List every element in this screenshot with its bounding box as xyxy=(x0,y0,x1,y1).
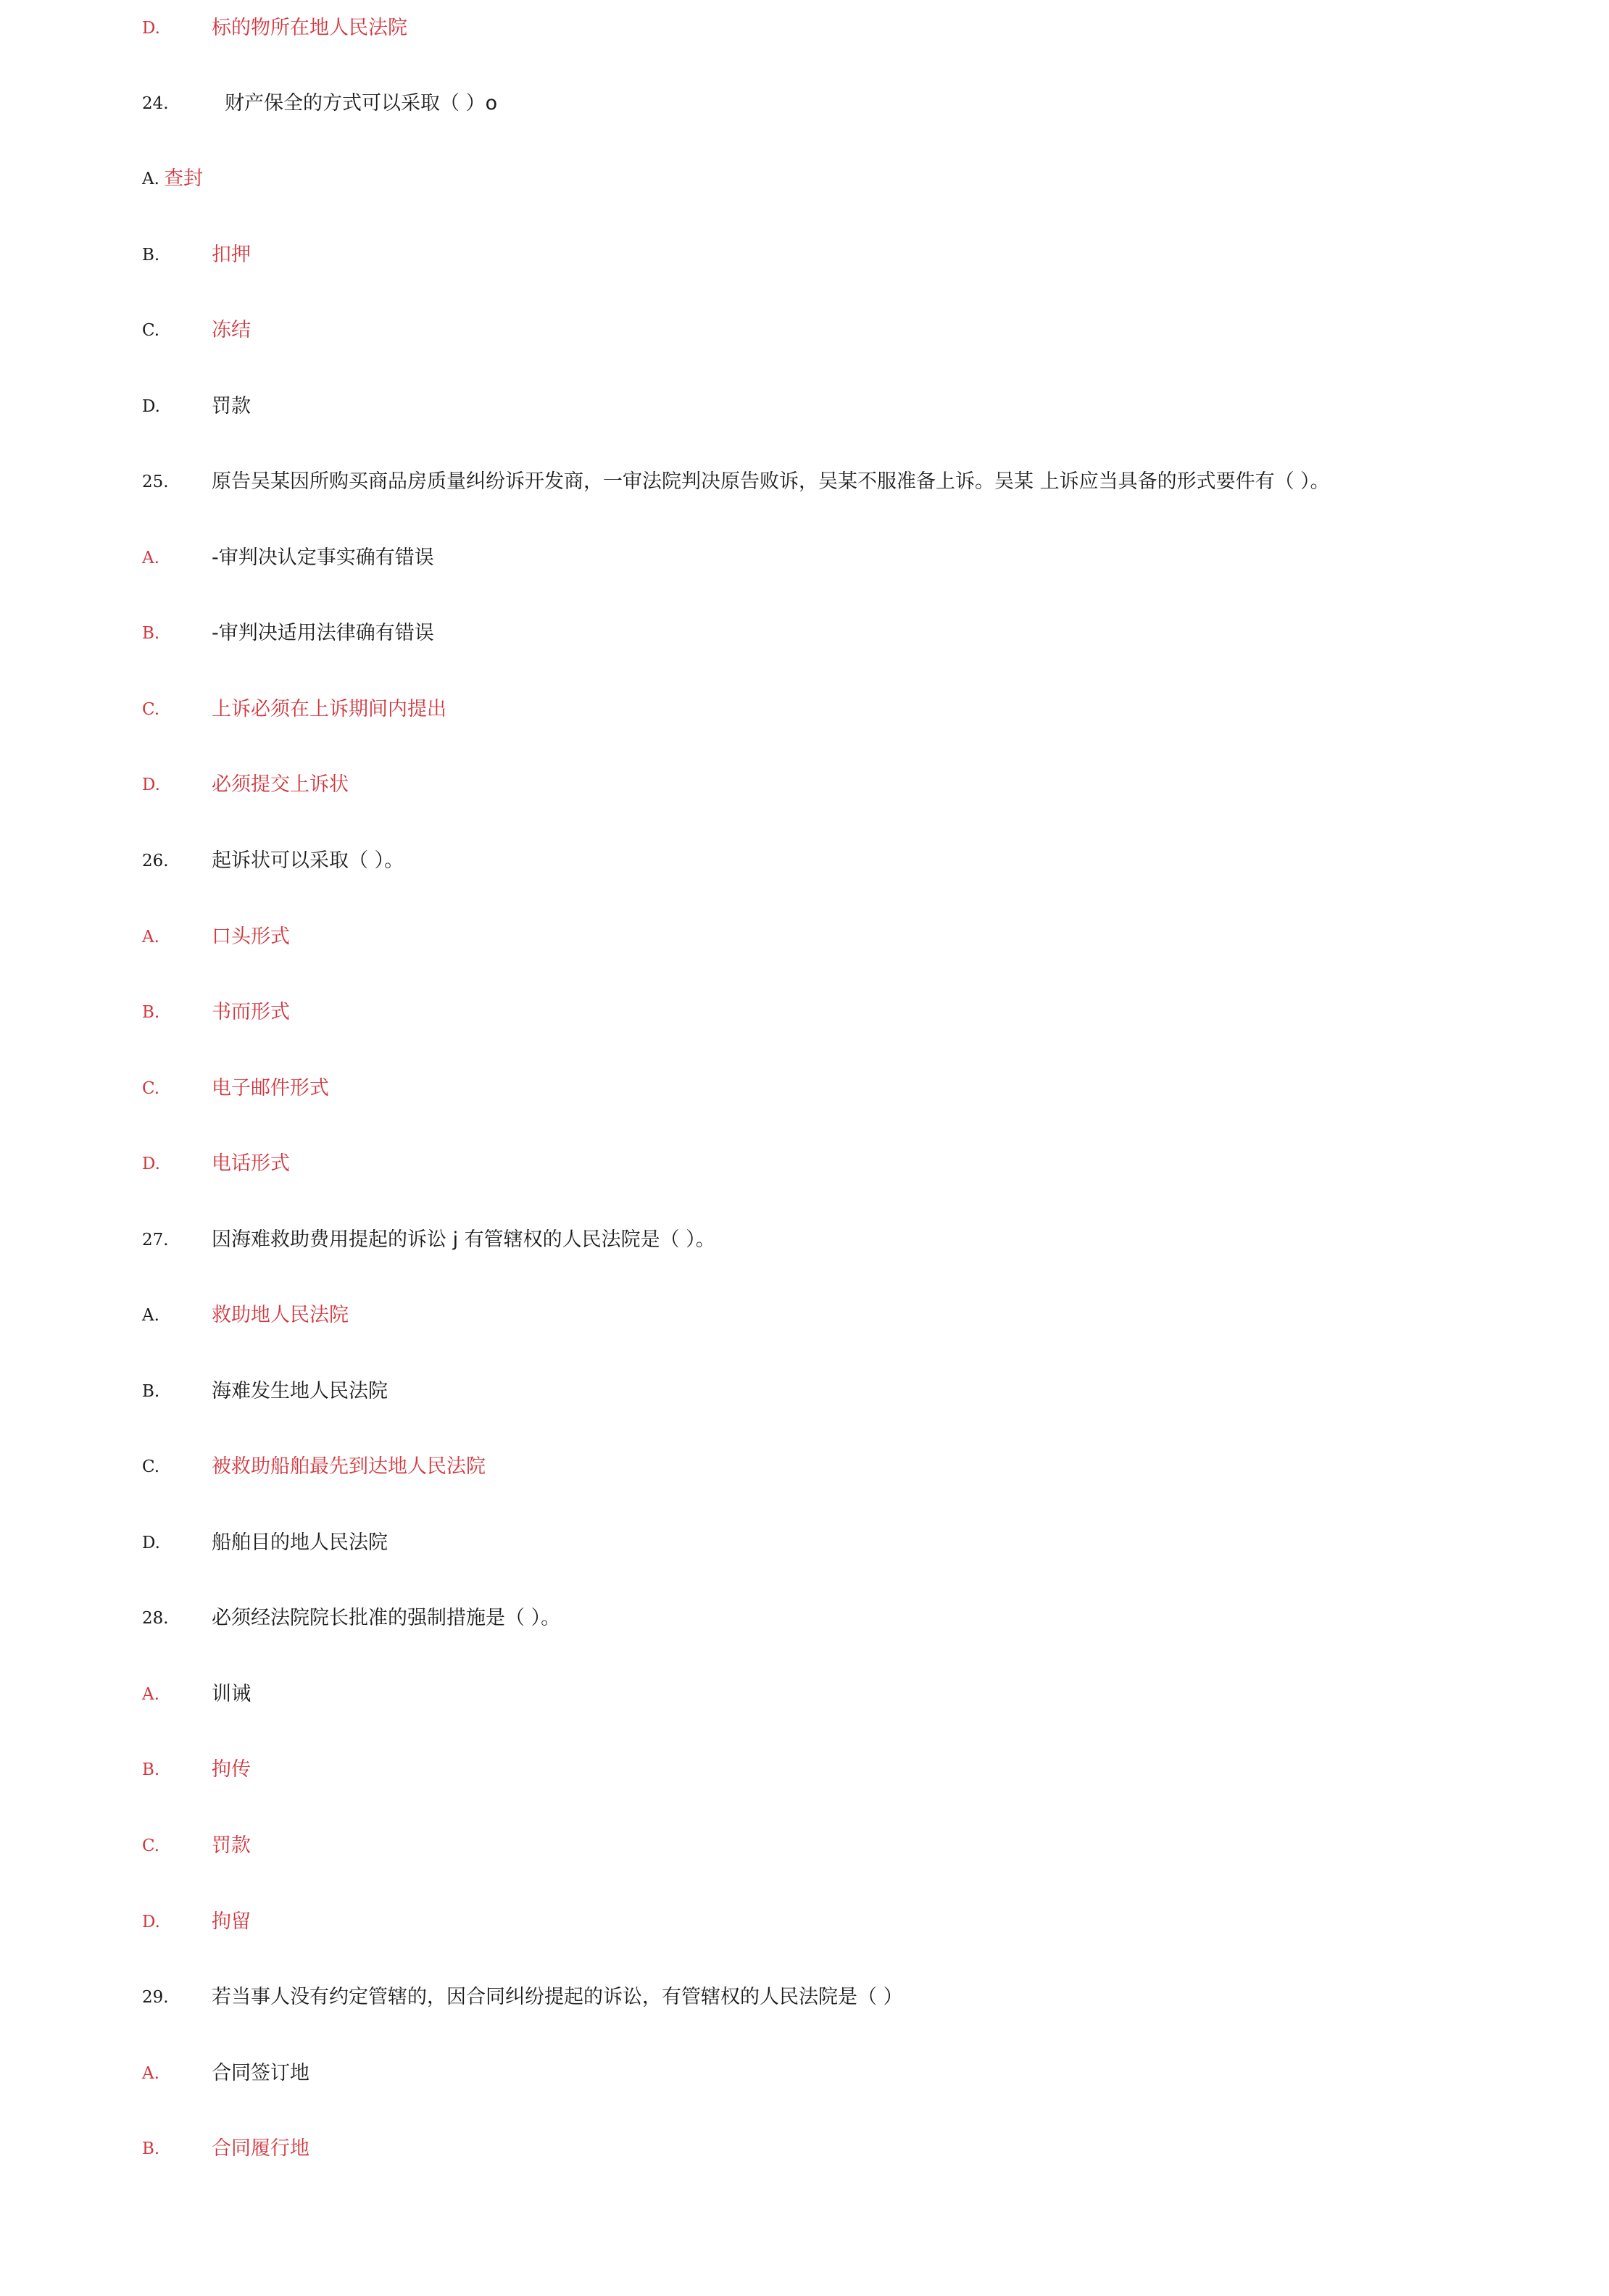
question-text: 财产保全的方式可以采取（ ）o xyxy=(225,92,498,115)
option-text: 电子邮件形式 xyxy=(212,1077,329,1099)
option-marker: D. xyxy=(142,1534,160,1552)
option-text: 冻结 xyxy=(212,319,251,341)
option-marker: C. xyxy=(142,1457,160,1476)
option-marker: D. xyxy=(142,1155,160,1173)
option-marker: D. xyxy=(142,397,160,416)
option-text: 上诉必须在上诉期间内提出 xyxy=(212,698,446,720)
question-number: 24. xyxy=(142,94,169,113)
option-text: 海难发生地人民法院 xyxy=(212,1380,388,1402)
option-marker: D. xyxy=(142,19,160,38)
option-text: 合同签订地 xyxy=(212,2062,309,2084)
question-number: 28. xyxy=(142,1609,169,1628)
option-marker: B. xyxy=(142,1003,160,1022)
question-text: 必须经法院院长批准的强制措施是（ ）。 xyxy=(212,1607,561,1629)
question-number: 27. xyxy=(142,1231,169,1249)
option-text: 被救助船舶最先到达地人民法院 xyxy=(212,1455,486,1478)
option-text: -审判决认定事实确有错误 xyxy=(212,546,434,569)
option-marker: A. xyxy=(142,928,159,947)
option-text: 口头形式 xyxy=(212,926,290,948)
option-text: 训诫 xyxy=(212,1683,251,1705)
option-text: 合同履行地 xyxy=(212,2137,309,2160)
option-marker: B. xyxy=(142,1760,160,1779)
option-text: 查封 xyxy=(164,167,203,190)
question-number: 26. xyxy=(142,852,169,870)
option-marker: A. xyxy=(142,1685,159,1704)
option-marker: C. xyxy=(142,1837,160,1855)
option-marker: A. xyxy=(142,549,159,567)
question-text: 因海难救助费用提起的诉讼 j 有管辖权的人民法院是（ ）。 xyxy=(212,1228,715,1251)
option-marker: B. xyxy=(142,246,160,265)
option-text: 扣押 xyxy=(212,244,251,266)
option-marker: C. xyxy=(142,321,160,340)
option-marker: B. xyxy=(142,2139,160,2158)
option-text: 救助地人民法院 xyxy=(212,1304,349,1326)
option-marker: B. xyxy=(142,624,160,643)
question-number: 29. xyxy=(142,1988,169,2007)
option-marker: A. xyxy=(142,170,159,188)
question-number: 25. xyxy=(142,473,169,491)
question-text: 若当事人没有约定管辖的，因合同纠纷提起的诉讼，有管辖权的人民法院是（ ） xyxy=(212,1986,903,2008)
option-marker: A. xyxy=(142,1306,159,1325)
question-text: 原告吴某因所购买商品房质量纠纷诉开发商，一审法院判决原告败诉，吴某不服准备上诉。吴某 上诉应当具备的形式要件有（ ）。 xyxy=(212,470,1330,493)
option-marker: D. xyxy=(142,775,160,794)
option-text: 电话形式 xyxy=(212,1152,290,1175)
option-text: 船舶目的地人民法院 xyxy=(212,1531,388,1554)
option-marker: C. xyxy=(142,1079,160,1098)
option-marker: A. xyxy=(142,2064,159,2083)
option-text: 必须提交上诉状 xyxy=(212,773,349,796)
option-marker: B. xyxy=(142,1382,160,1401)
question-text: 起诉状可以采取（ ）。 xyxy=(212,849,404,872)
option-text: 书而形式 xyxy=(212,1001,290,1023)
option-text: 罚款 xyxy=(212,1834,251,1857)
option-text: 拘传 xyxy=(212,1758,251,1781)
option-text: 罚款 xyxy=(212,395,251,417)
option-marker: C. xyxy=(142,700,160,719)
option-text: 拘留 xyxy=(212,1910,251,1933)
option-text: -审判决适用法律确有错误 xyxy=(212,622,434,644)
option-text: 标的物所在地人民法院 xyxy=(212,17,407,39)
option-marker: D. xyxy=(142,1913,160,1931)
